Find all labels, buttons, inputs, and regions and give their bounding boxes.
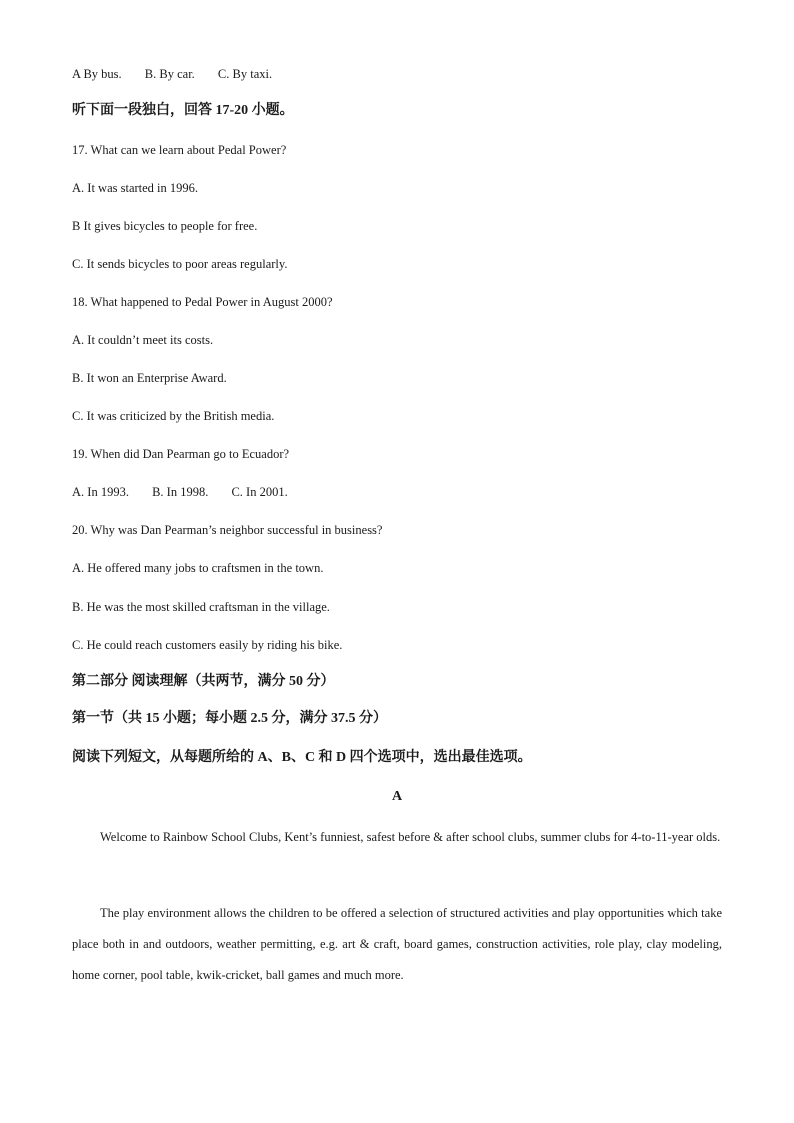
passage-paragraph-2: The play environment allows the children to be offered a selection of structured activities and play opportunities which take place both in and outdoors, weather permitting, e.g. art & craft, board games, construction activities, role play, clay modeling, home corner, pool table, kwik-cricket, ball games and much more. bbox=[72, 906, 722, 982]
q16-option-a: A By bus. bbox=[72, 67, 122, 81]
q17-option-a: A. It was started in 1996. bbox=[72, 181, 199, 195]
q20-option-b: B. He was the most skilled craftsman in the village. bbox=[72, 600, 330, 614]
q20-option-c: C. He could reach customers easily by riding his bike. bbox=[72, 638, 343, 652]
q18-option-a: A. It couldn’t meet its costs. bbox=[72, 333, 214, 347]
passage-paragraph-1: Welcome to Rainbow School Clubs, Kent’s funniest, safest before & after school clubs, summer clubs for 4-to-11-year olds. bbox=[100, 830, 721, 844]
q16-options bbox=[72, 66, 272, 82]
q19-option-c: C. In 2001. bbox=[231, 485, 288, 499]
instruction: 阅读下列短文，从每题所给的 A、B、C 和 D 四个选项中，选出最佳选项。 bbox=[72, 750, 532, 765]
q17-option-b: B It gives bicycles to people for free. bbox=[72, 219, 258, 233]
q19-option-a: A. In 1993. bbox=[72, 485, 129, 499]
q20-option-a: A. He offered many jobs to craftsmen in the town. bbox=[72, 561, 324, 575]
q19-question: 19. When did Dan Pearman go to Ecuador? bbox=[72, 447, 290, 461]
section1-heading: 第一节（共 15 小题；每小题 2.5 分，满分 37.5 分） bbox=[72, 711, 387, 726]
q18-option-c: C. It was criticized by the British media. bbox=[72, 409, 275, 423]
passage-letter: A bbox=[391, 789, 403, 804]
q20-question: 20. Why was Dan Pearman’s neighbor successful in business? bbox=[72, 523, 383, 537]
q19-options bbox=[72, 484, 288, 500]
q17-option-c: C. It sends bicycles to poor areas regularly. bbox=[72, 257, 288, 271]
q16-option-c: C. By taxi. bbox=[217, 67, 273, 81]
q18-question: 18. What happened to Pedal Power in August 2000? bbox=[72, 295, 333, 309]
q16-option-b: B. By car. bbox=[144, 67, 195, 81]
q17-question: 17. What can we learn about Pedal Power? bbox=[72, 143, 287, 157]
q18-option-b: B. It won an Enterprise Award. bbox=[72, 371, 227, 385]
part2-heading: 第二部分 阅读理解（共两节，满分 50 分） bbox=[72, 674, 335, 689]
q19-option-b: B. In 1998. bbox=[152, 485, 209, 499]
monologue-heading: 听下面一段独白，回答 17-20 小题。 bbox=[72, 103, 294, 118]
